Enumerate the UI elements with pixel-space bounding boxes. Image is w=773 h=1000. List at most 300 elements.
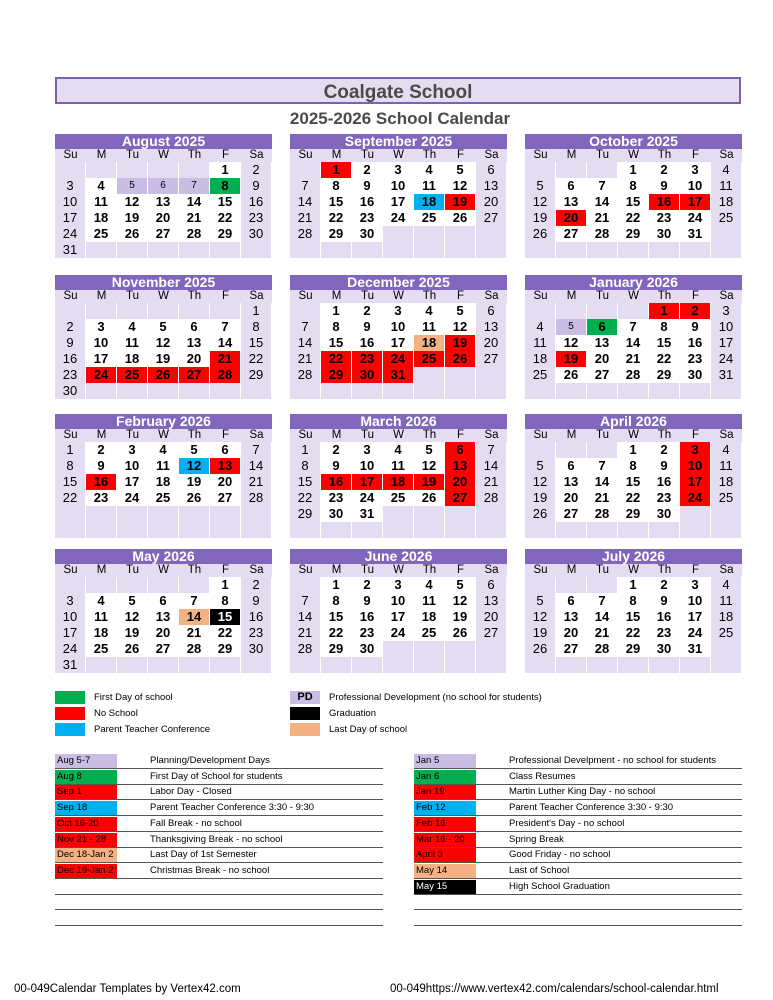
month-july-2026 xyxy=(525,549,742,673)
empty-day-cell xyxy=(148,506,179,522)
day-cell: 27 xyxy=(476,625,507,641)
weekday-label: W xyxy=(393,429,404,441)
day-cell: 16 xyxy=(649,194,680,210)
day-cell: 2 xyxy=(649,577,680,593)
event-description: Last Day of 1st Semester xyxy=(150,849,257,861)
event-date: Feb 12 xyxy=(414,801,476,815)
day-cell: 2 xyxy=(55,319,86,335)
event-date: Sep 18 xyxy=(55,801,117,815)
month-header: September 2025 xyxy=(290,134,507,149)
day-cell: 12 xyxy=(525,474,556,490)
empty-day-cell xyxy=(711,657,742,673)
weekday-label: W xyxy=(158,290,169,302)
empty-day-cell xyxy=(711,242,742,258)
day-cell: 15 xyxy=(241,335,272,351)
day-cell: 12 xyxy=(117,609,148,625)
day-cell: 3 xyxy=(383,162,414,178)
day-cell: 20 xyxy=(148,210,179,226)
day-cell: 2 xyxy=(321,442,352,458)
day-cell: 7 xyxy=(290,319,321,335)
month-header: March 2026 xyxy=(290,414,507,429)
day-cell: 15 xyxy=(210,194,241,210)
empty-day-cell xyxy=(525,577,556,593)
month-header: April 2026 xyxy=(525,414,742,429)
day-cell: 16 xyxy=(241,194,272,210)
day-cell: 23 xyxy=(321,490,352,506)
weekday-label: Tu xyxy=(596,564,609,576)
weekday-label: M xyxy=(566,429,577,441)
empty-day-cell xyxy=(525,162,556,178)
day-cell: 3 xyxy=(711,303,742,319)
event-date: Feb 16 xyxy=(414,817,476,831)
day-cell: 21 xyxy=(476,474,507,490)
empty-day-cell xyxy=(86,506,117,522)
day-cell: 11 xyxy=(711,178,742,194)
day-cell: 4 xyxy=(86,178,117,194)
day-cell: 30 xyxy=(241,641,272,657)
day-cell: 23 xyxy=(55,367,86,383)
day-cell: 30 xyxy=(649,641,680,657)
day-cell: 24 xyxy=(383,625,414,641)
day-cell: 22 xyxy=(210,625,241,641)
empty-day-cell xyxy=(414,383,445,399)
weekday-label: Th xyxy=(422,429,437,441)
day-grid xyxy=(290,162,507,258)
day-cell: 3 xyxy=(55,178,86,194)
day-cell: 6 xyxy=(556,593,587,609)
day-cell: 13 xyxy=(148,609,179,625)
row-divider xyxy=(55,925,383,926)
day-cell: 13 xyxy=(179,335,210,351)
event-date: Mar 16 - 20 xyxy=(414,833,476,847)
day-cell: 11 xyxy=(711,458,742,474)
weekday-label: Sa xyxy=(719,564,734,576)
day-cell: 7 xyxy=(179,593,210,609)
day-cell: 21 xyxy=(179,625,210,641)
weekday-label: W xyxy=(393,149,404,161)
weekday-label: W xyxy=(158,564,169,576)
weekday-label: M xyxy=(96,149,107,161)
day-cell: 14 xyxy=(179,609,210,625)
event-row xyxy=(414,785,742,800)
empty-day-cell xyxy=(179,383,210,399)
day-cell: 27 xyxy=(587,367,618,383)
day-cell: 20 xyxy=(476,335,507,351)
day-cell: 19 xyxy=(148,351,179,367)
weekday-label: W xyxy=(628,564,639,576)
event-description: Planning/Development Days xyxy=(150,755,270,766)
day-cell: 15 xyxy=(321,609,352,625)
empty-day-cell xyxy=(445,522,476,538)
day-cell: 23 xyxy=(352,210,383,226)
day-cell: 22 xyxy=(618,625,649,641)
day-cell: 10 xyxy=(383,593,414,609)
day-cell: 20 xyxy=(556,210,587,226)
day-cell: 1 xyxy=(55,442,86,458)
day-cell: 15 xyxy=(290,474,321,490)
day-cell: 28 xyxy=(179,226,210,242)
empty-day-cell xyxy=(476,641,507,657)
day-cell: 28 xyxy=(476,490,507,506)
day-cell: 7 xyxy=(290,178,321,194)
day-cell: 3 xyxy=(680,162,711,178)
day-cell: 7 xyxy=(587,458,618,474)
empty-day-cell xyxy=(290,383,321,399)
event-row xyxy=(414,770,742,785)
day-cell: 15 xyxy=(321,335,352,351)
day-cell: 25 xyxy=(383,490,414,506)
day-cell: 25 xyxy=(711,490,742,506)
weekday-label: F xyxy=(456,429,465,441)
day-cell: 2 xyxy=(649,162,680,178)
weekday-label: Su xyxy=(533,290,548,302)
weekday-label: Th xyxy=(187,564,202,576)
day-cell: 2 xyxy=(680,303,711,319)
day-cell: 11 xyxy=(148,458,179,474)
day-cell: 25 xyxy=(117,367,148,383)
day-cell: 29 xyxy=(290,506,321,522)
month-header: May 2026 xyxy=(55,549,272,564)
day-cell: 19 xyxy=(117,625,148,641)
day-cell: 25 xyxy=(414,351,445,367)
weekday-label: Th xyxy=(187,290,202,302)
day-cell: 30 xyxy=(241,226,272,242)
day-cell: 22 xyxy=(321,351,352,367)
legend-label: Last Day of school xyxy=(329,724,408,735)
event-description: Labor Day - Closed xyxy=(150,786,232,798)
day-cell: 8 xyxy=(321,319,352,335)
weekday-label: F xyxy=(691,290,700,302)
empty-day-cell xyxy=(210,522,241,538)
day-cell: 5 xyxy=(525,178,556,194)
day-cell: 9 xyxy=(241,178,272,194)
empty-day-cell xyxy=(476,506,507,522)
day-cell: 27 xyxy=(476,351,507,367)
legend-swatch-black xyxy=(290,707,320,720)
empty-day-cell xyxy=(556,577,587,593)
day-cell: 6 xyxy=(445,442,476,458)
day-cell: 2 xyxy=(241,577,272,593)
day-cell: 11 xyxy=(86,609,117,625)
day-cell: 18 xyxy=(383,474,414,490)
weekday-label: F xyxy=(691,149,700,161)
empty-day-cell xyxy=(649,522,680,538)
day-cell: 4 xyxy=(711,577,742,593)
weekday-label: Th xyxy=(657,290,672,302)
empty-day-cell xyxy=(414,506,445,522)
day-grid xyxy=(525,162,742,258)
day-cell: 20 xyxy=(556,625,587,641)
day-cell: 15 xyxy=(618,609,649,625)
weekday-label: Tu xyxy=(126,290,139,302)
day-cell: 14 xyxy=(587,609,618,625)
empty-day-cell xyxy=(117,383,148,399)
empty-day-cell xyxy=(414,226,445,242)
day-cell: 25 xyxy=(86,641,117,657)
day-cell: 13 xyxy=(556,609,587,625)
day-cell: 7 xyxy=(290,593,321,609)
day-cell: 9 xyxy=(241,593,272,609)
legend-label: Professional Development (no school for students) xyxy=(329,692,542,703)
day-cell: 5 xyxy=(445,162,476,178)
empty-day-cell xyxy=(179,242,210,258)
day-cell: 19 xyxy=(556,351,587,367)
empty-day-cell xyxy=(117,577,148,593)
empty-day-cell xyxy=(86,162,117,178)
day-cell: 17 xyxy=(680,194,711,210)
day-cell: 16 xyxy=(352,335,383,351)
day-cell: 11 xyxy=(525,335,556,351)
day-cell: 23 xyxy=(241,625,272,641)
day-cell: 4 xyxy=(117,319,148,335)
day-cell: 4 xyxy=(148,442,179,458)
day-cell: 5 xyxy=(179,442,210,458)
empty-day-cell xyxy=(414,657,445,673)
month-november-2025 xyxy=(55,275,272,399)
weekday-header xyxy=(525,290,742,303)
weekday-label: Su xyxy=(63,290,78,302)
day-cell: 23 xyxy=(649,210,680,226)
day-cell: 16 xyxy=(352,609,383,625)
day-cell: 2 xyxy=(649,442,680,458)
day-cell: 18 xyxy=(117,351,148,367)
empty-day-cell xyxy=(148,577,179,593)
day-cell: 8 xyxy=(55,458,86,474)
month-header: October 2025 xyxy=(525,134,742,149)
weekday-label: F xyxy=(221,564,230,576)
event-date: Oct 16-20 xyxy=(55,817,117,831)
legend-swatch-pd: PD xyxy=(290,691,320,704)
day-cell: 15 xyxy=(618,194,649,210)
day-cell: 7 xyxy=(179,178,210,194)
day-cell: 29 xyxy=(618,226,649,242)
weekday-label: W xyxy=(628,429,639,441)
day-cell: 29 xyxy=(321,226,352,242)
empty-day-cell xyxy=(711,641,742,657)
day-cell: 16 xyxy=(241,609,272,625)
event-date: Jan 19 xyxy=(414,785,476,799)
empty-day-cell xyxy=(556,303,587,319)
day-cell: 26 xyxy=(117,641,148,657)
day-cell: 17 xyxy=(117,474,148,490)
empty-day-cell xyxy=(711,383,742,399)
day-cell: 31 xyxy=(680,226,711,242)
empty-day-cell xyxy=(587,162,618,178)
empty-day-cell xyxy=(55,506,86,522)
day-cell: 3 xyxy=(55,593,86,609)
day-cell: 28 xyxy=(290,226,321,242)
legend-swatch-green xyxy=(55,691,85,704)
day-cell: 6 xyxy=(179,319,210,335)
day-cell: 17 xyxy=(383,335,414,351)
weekday-label: Su xyxy=(298,564,313,576)
empty-day-cell xyxy=(55,577,86,593)
event-date: Aug 5-7 xyxy=(55,754,117,768)
empty-day-cell xyxy=(86,383,117,399)
weekday-label: Sa xyxy=(249,564,264,576)
day-cell: 9 xyxy=(352,593,383,609)
empty-day-cell xyxy=(680,242,711,258)
weekday-label: Su xyxy=(298,290,313,302)
day-cell: 2 xyxy=(352,162,383,178)
day-cell: 12 xyxy=(445,319,476,335)
event-date: Sep 1 xyxy=(55,785,117,799)
day-cell: 27 xyxy=(556,641,587,657)
day-cell: 19 xyxy=(525,490,556,506)
event-row xyxy=(414,880,742,895)
day-cell: 14 xyxy=(179,194,210,210)
day-cell: 30 xyxy=(352,641,383,657)
day-cell: 12 xyxy=(556,335,587,351)
empty-day-cell xyxy=(117,657,148,673)
empty-day-cell xyxy=(587,442,618,458)
weekday-label: F xyxy=(456,290,465,302)
day-cell: 10 xyxy=(680,593,711,609)
weekday-label: Th xyxy=(422,290,437,302)
day-cell: 27 xyxy=(445,490,476,506)
day-cell: 2 xyxy=(352,303,383,319)
day-cell: 28 xyxy=(210,367,241,383)
event-date: Dec 18-Jan 2 xyxy=(55,848,117,862)
day-cell: 21 xyxy=(241,474,272,490)
day-cell: 9 xyxy=(55,335,86,351)
day-cell: 20 xyxy=(445,474,476,490)
day-cell: 8 xyxy=(321,593,352,609)
day-cell: 21 xyxy=(179,210,210,226)
day-cell: 25 xyxy=(148,490,179,506)
day-cell: 13 xyxy=(148,194,179,210)
day-cell: 14 xyxy=(210,335,241,351)
weekday-label: Sa xyxy=(484,564,499,576)
event-description: Class Resumes xyxy=(509,770,576,782)
empty-day-cell xyxy=(179,506,210,522)
weekday-label: Tu xyxy=(361,429,374,441)
day-cell: 24 xyxy=(352,490,383,506)
day-cell: 28 xyxy=(587,641,618,657)
weekday-label: Tu xyxy=(126,429,139,441)
empty-day-cell xyxy=(525,442,556,458)
weekday-label: Th xyxy=(187,149,202,161)
empty-day-cell xyxy=(290,303,321,319)
day-cell: 26 xyxy=(179,490,210,506)
event-description: Christmas Break - no school xyxy=(150,864,270,876)
weekday-label: Th xyxy=(422,564,437,576)
empty-day-cell xyxy=(445,226,476,242)
day-cell: 17 xyxy=(55,625,86,641)
weekday-label: W xyxy=(393,564,404,576)
empty-day-cell xyxy=(680,522,711,538)
weekday-label: M xyxy=(96,429,107,441)
day-cell: 8 xyxy=(210,178,241,194)
empty-day-cell xyxy=(587,242,618,258)
month-header: December 2025 xyxy=(290,275,507,290)
day-cell: 12 xyxy=(445,178,476,194)
event-date: Aug 8 xyxy=(55,770,117,784)
day-cell: 9 xyxy=(649,458,680,474)
empty-day-cell xyxy=(587,522,618,538)
weekday-label: W xyxy=(393,290,404,302)
empty-day-cell xyxy=(241,383,272,399)
weekday-label: F xyxy=(456,564,465,576)
event-date: Jan 6 xyxy=(414,770,476,784)
weekday-label: Sa xyxy=(719,149,734,161)
day-cell: 30 xyxy=(649,506,680,522)
day-cell: 16 xyxy=(649,474,680,490)
event-date: Jan 5 xyxy=(414,754,476,768)
weekday-label: M xyxy=(331,149,342,161)
day-cell: 27 xyxy=(179,367,210,383)
day-cell: 10 xyxy=(711,319,742,335)
day-cell: 2 xyxy=(241,162,272,178)
day-cell: 17 xyxy=(55,210,86,226)
empty-day-cell xyxy=(241,242,272,258)
day-cell: 10 xyxy=(55,194,86,210)
month-february-2026 xyxy=(55,414,272,538)
day-cell: 24 xyxy=(383,210,414,226)
day-cell: 20 xyxy=(587,351,618,367)
event-date: April 3 xyxy=(414,848,476,862)
empty-day-cell xyxy=(86,577,117,593)
day-cell: 11 xyxy=(414,593,445,609)
empty-day-cell xyxy=(290,242,321,258)
day-cell: 3 xyxy=(383,577,414,593)
event-row xyxy=(55,864,383,879)
day-cell: 28 xyxy=(290,641,321,657)
weekday-label: W xyxy=(158,429,169,441)
empty-day-cell xyxy=(148,522,179,538)
day-cell: 24 xyxy=(86,367,117,383)
event-row xyxy=(55,785,383,800)
day-cell: 22 xyxy=(321,625,352,641)
weekday-header xyxy=(525,429,742,442)
day-cell: 12 xyxy=(525,194,556,210)
weekday-header xyxy=(290,149,507,162)
day-cell: 26 xyxy=(525,226,556,242)
day-cell: 18 xyxy=(414,194,445,210)
day-cell: 1 xyxy=(321,303,352,319)
day-cell: 20 xyxy=(476,194,507,210)
day-cell: 10 xyxy=(352,458,383,474)
weekday-label: Sa xyxy=(719,429,734,441)
empty-day-cell xyxy=(210,657,241,673)
event-description: President's Day - no school xyxy=(509,817,625,829)
event-date: Dec 19-Jan 2 xyxy=(55,864,117,878)
weekday-header xyxy=(525,149,742,162)
weekday-label: Sa xyxy=(719,290,734,302)
day-cell: 9 xyxy=(680,319,711,335)
weekday-header xyxy=(290,290,507,303)
empty-day-cell xyxy=(587,383,618,399)
day-grid xyxy=(525,577,742,673)
weekday-label: Sa xyxy=(484,149,499,161)
day-cell: 5 xyxy=(525,593,556,609)
weekday-label: Tu xyxy=(596,290,609,302)
day-cell: 26 xyxy=(556,367,587,383)
day-cell: 16 xyxy=(321,474,352,490)
day-cell: 7 xyxy=(476,442,507,458)
event-row xyxy=(414,848,742,863)
day-cell: 28 xyxy=(618,367,649,383)
day-cell: 23 xyxy=(680,351,711,367)
month-september-2025 xyxy=(290,134,507,258)
day-cell: 30 xyxy=(352,226,383,242)
empty-day-cell xyxy=(148,303,179,319)
day-cell: 4 xyxy=(383,442,414,458)
weekday-label: Th xyxy=(657,429,672,441)
day-cell: 7 xyxy=(210,319,241,335)
day-cell: 15 xyxy=(649,335,680,351)
day-cell: 13 xyxy=(476,319,507,335)
